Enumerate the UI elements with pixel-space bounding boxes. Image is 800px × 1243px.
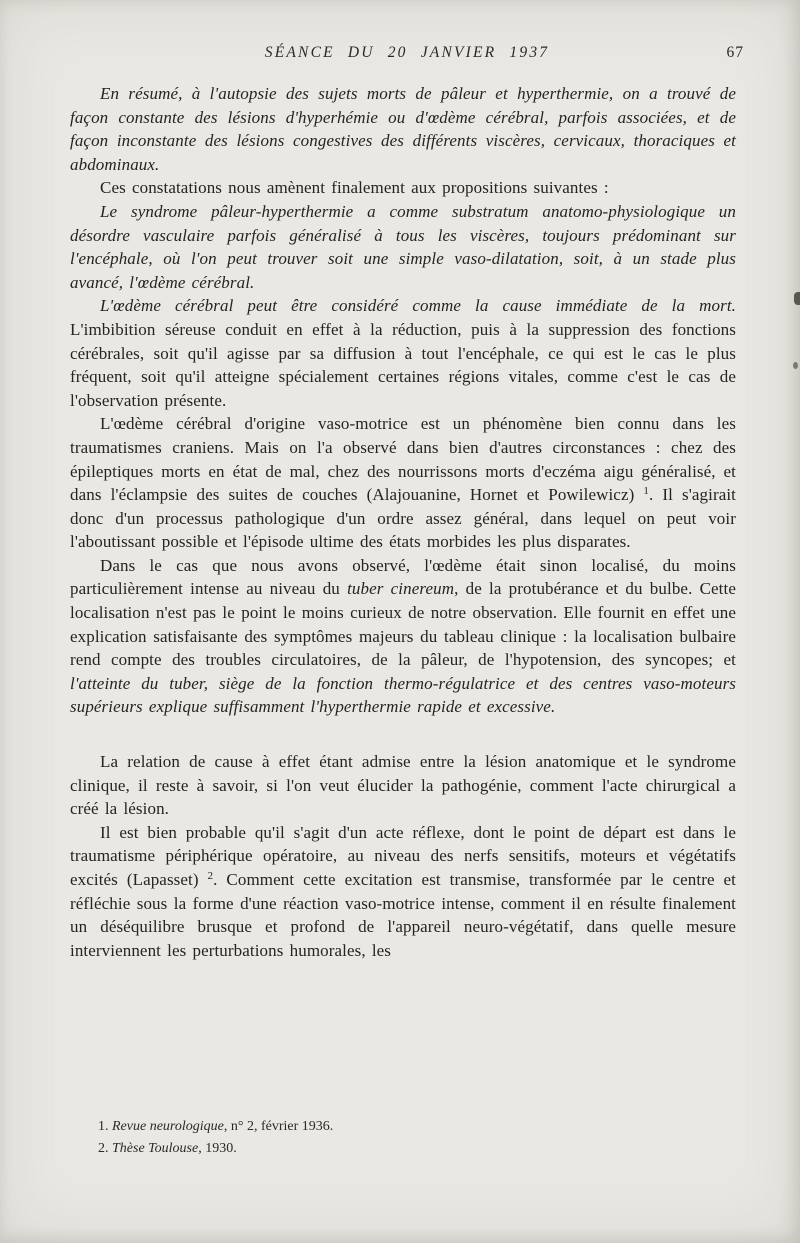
paragraph-7 bbox=[70, 750, 736, 821]
text-segment: L'imbibition séreuse conduit en effet à la réduction, puis à la suppression des fonctions cérébrales, soit qu'il agisse par sa diffusion à tout l'encéphale, ce qui est le cas le plus fréquent, soit qu'il atteigne spécialement certaines régions vitales, comme c'est le cas de l'observation présente. bbox=[70, 319, 736, 410]
text-segment: Revue neurologique bbox=[112, 1119, 224, 1134]
running-title: SÉANCE DU 20 JANVIER 1937 bbox=[264, 44, 550, 61]
paragraph-2 bbox=[70, 176, 736, 200]
paragraph-4 bbox=[70, 294, 736, 412]
text-segment: , 1930. bbox=[198, 1141, 237, 1156]
text-segment: Le syndrome pâleur-hyperthermie a comme substratum anatomo-physiologique un désordre vasculaire parfois généralisé à tous les viscères, toujours prédominant sur l'encéphale, où l'on peut trouver soit une simple vaso-dilatation, soit, à un stade plus avancé, l'œdème cérébral. bbox=[70, 201, 736, 292]
footnotes bbox=[98, 1116, 730, 1160]
text-segment: Ces constatations nous amènent finalement aux propositions suivantes : bbox=[100, 178, 609, 198]
text-segment: tuber cinereum bbox=[347, 579, 455, 599]
text-segment: La relation de cause à effet étant admise entre la lésion anatomique et le syndrome clinique, il reste à savoir, si l'on veut élucider la pathogénie, comment l'acte chirurgical a créé la lésion. bbox=[70, 752, 736, 819]
footnote-marker: 2 bbox=[207, 870, 214, 882]
scan-artifact bbox=[794, 292, 800, 305]
text-segment: . Comment cette excitation est transmise, transformée par le centre et réfléchie sous la forme d'une réaction vaso-motrice intense, comment il en résulte finalement un déséquilibre brusque et profond de l'appareil neuro-végétatif, dans quelle mesure interviennent les perturbations humorales, les bbox=[70, 870, 736, 960]
page-number: 67 bbox=[726, 44, 744, 61]
footnote-2 bbox=[98, 1138, 730, 1160]
text-segment: Dans le cas que nous avons observé, l'œdème était sinon localisé, du moins particulièrement intense au niveau du bbox=[70, 555, 736, 599]
text-segment: En résumé, à l'autopsie des sujets morts de pâleur et hyperthermie, on a trouvé de façon constante des lésions d'hyperhémie ou d'œdème cérébral, parfois associées, et de façon inconstante des lésions congestives des différents viscères, cervicaux, thoraciques et abdominaux. bbox=[70, 84, 736, 174]
text-segment: l'atteinte du tuber, siège de la fonction thermo-régulatrice et des centres vaso-moteurs supérieurs explique suffisamment l'hyperthermie rapide et excessive. bbox=[70, 673, 736, 717]
page-header bbox=[70, 44, 744, 68]
text-segment: . Il s'agirait donc d'un processus pathologique d'un ordre assez général, dans lequel on peut voir l'aboutissant possible et l'épisode ultime des états morbides les plus disparates. bbox=[70, 485, 737, 552]
text-segment: Il est bien probable qu'il s'agit d'un acte réflexe, dont le point de départ est dans le traumatisme périphérique opératoire, au niveau des nerfs sensitifs, moteurs et végétatifs excités (Lapasset) bbox=[70, 822, 736, 889]
scan-artifact bbox=[793, 362, 798, 369]
paragraph-1 bbox=[70, 82, 736, 176]
text-segment: L'œdème cérébral d'origine vaso-motrice est un phénomène bien connu dans les traumatismes craniens. Mais on l'a observé dans bien d'autres circonstances : chez des épileptiques morts en état de mal, chez des nourrissons morts d'eczéma aigu généralisé, et dans l'éclampsie des suites de couches (Alajouanine, Hornet et Powilewicz) bbox=[70, 414, 736, 505]
text-segment: 1. bbox=[98, 1119, 112, 1134]
paragraph-8 bbox=[70, 821, 736, 963]
text-segment: L'œdème cérébral peut être considéré comme la cause immédiate de la mort. bbox=[100, 296, 736, 316]
text-segment: 2. bbox=[98, 1141, 112, 1156]
text-segment: , n° 2, février 1936. bbox=[223, 1119, 334, 1134]
footnote-marker: 1 bbox=[643, 485, 649, 498]
article-body bbox=[70, 82, 736, 962]
paragraph-6 bbox=[70, 554, 736, 719]
paragraph-3 bbox=[70, 200, 736, 294]
paragraph-5 bbox=[70, 412, 736, 554]
footnote-1 bbox=[98, 1116, 730, 1138]
text-segment: Thèse Toulouse bbox=[112, 1141, 199, 1156]
text-segment: , de la protubérance et du bulbe. Cette localisation n'est pas le point le moins curieux de notre observation. Elle fournit en effet une explication satisfaisante des symptômes majeurs du tableau clinique : la localisation bulbaire rend compte des troubles circulatoires, de la pâleur, de l'hypotension, des syncopes; et bbox=[70, 579, 736, 670]
